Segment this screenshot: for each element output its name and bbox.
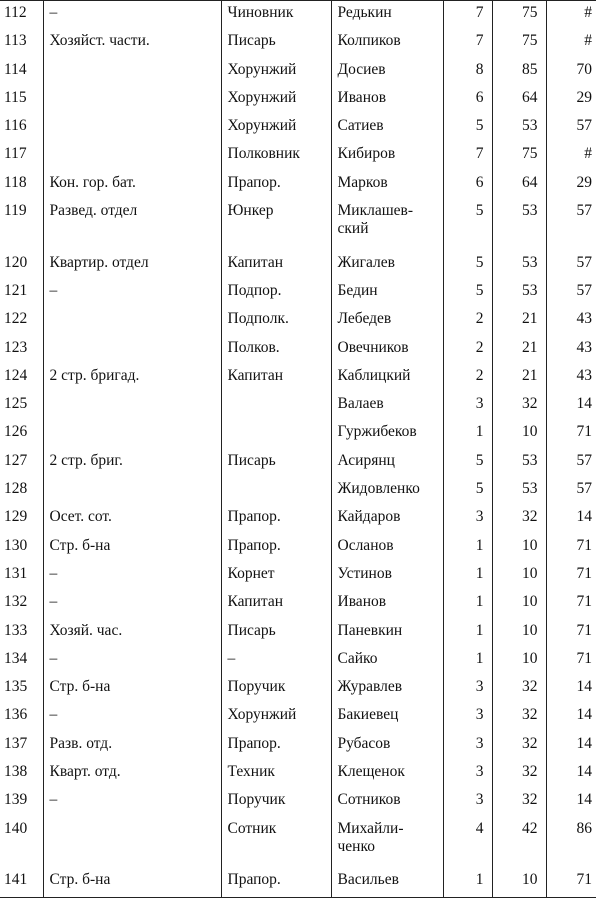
value-c-cell: # xyxy=(546,29,596,57)
surname-cell: Досиев xyxy=(331,58,443,86)
rank-cell: Прапор. xyxy=(221,534,331,562)
value-a-cell: 1 xyxy=(443,647,492,675)
value-c-cell: 29 xyxy=(546,86,596,114)
table-row xyxy=(0,86,596,114)
unit-cell: Кварт. отд. xyxy=(43,760,221,788)
table-row xyxy=(0,675,596,703)
surname-cell: Сотников xyxy=(331,788,443,816)
value-a-cell: 3 xyxy=(443,703,492,731)
row-number: 132 xyxy=(0,590,43,618)
unit-cell xyxy=(43,58,221,86)
surname-cell: Лебедев xyxy=(331,307,443,335)
row-number: 116 xyxy=(0,114,43,142)
table-row xyxy=(0,114,596,142)
value-a-cell: 1 xyxy=(443,619,492,647)
surname-cell: Каблицкий xyxy=(331,364,443,392)
value-b-cell: 10 xyxy=(492,590,546,618)
value-c-cell: 14 xyxy=(546,505,596,533)
row-number: 140 xyxy=(0,817,43,869)
unit-cell xyxy=(43,817,221,869)
value-a-cell: 7 xyxy=(443,1,492,30)
unit-cell: Стр. б-на xyxy=(43,534,221,562)
value-c-cell: 57 xyxy=(546,449,596,477)
value-c-cell: 71 xyxy=(546,590,596,618)
unit-cell: Стр. б-на xyxy=(43,675,221,703)
unit-cell: – xyxy=(43,647,221,675)
table-row xyxy=(0,307,596,335)
table-row xyxy=(0,171,596,199)
table-row xyxy=(0,788,596,816)
surname-cell: Асирянц xyxy=(331,449,443,477)
row-number: 123 xyxy=(0,336,43,364)
value-b-cell: 10 xyxy=(492,647,546,675)
unit-cell: – xyxy=(43,1,221,30)
table-row xyxy=(0,590,596,618)
unit-cell: – xyxy=(43,703,221,731)
surname-cell: Сатиев xyxy=(331,114,443,142)
rank-cell: Хорунжий xyxy=(221,114,331,142)
value-a-cell: 3 xyxy=(443,392,492,420)
unit-cell: Развед. отдел xyxy=(43,199,221,251)
value-c-cell: 14 xyxy=(546,732,596,760)
rank-cell: Подпор. xyxy=(221,279,331,307)
value-a-cell: 4 xyxy=(443,817,492,869)
value-c-cell: 43 xyxy=(546,336,596,364)
surname-cell: Михайли-ченко xyxy=(331,817,443,869)
value-b-cell: 10 xyxy=(492,562,546,590)
surname-cell: Устинов xyxy=(331,562,443,590)
rank-cell: Полков. xyxy=(221,336,331,364)
row-number: 114 xyxy=(0,58,43,86)
surname-cell: Осланов xyxy=(331,534,443,562)
rank-cell: Хорунжий xyxy=(221,58,331,86)
table-row xyxy=(0,817,596,869)
value-b-cell: 21 xyxy=(492,364,546,392)
rank-cell: Юнкер xyxy=(221,199,331,251)
table-row xyxy=(0,142,596,170)
table-row xyxy=(0,58,596,86)
value-b-cell: 64 xyxy=(492,171,546,199)
unit-cell: – xyxy=(43,788,221,816)
value-b-cell: 10 xyxy=(492,868,546,897)
row-number: 135 xyxy=(0,675,43,703)
row-number: 119 xyxy=(0,199,43,251)
value-b-cell: 10 xyxy=(492,420,546,448)
row-number: 120 xyxy=(0,251,43,279)
unit-cell xyxy=(43,86,221,114)
rank-cell: Капитан xyxy=(221,364,331,392)
rank-cell: Поручик xyxy=(221,788,331,816)
rank-cell: Писарь xyxy=(221,449,331,477)
row-number: 130 xyxy=(0,534,43,562)
value-a-cell: 7 xyxy=(443,29,492,57)
value-a-cell: 1 xyxy=(443,420,492,448)
value-c-cell: 29 xyxy=(546,171,596,199)
value-a-cell: 3 xyxy=(443,505,492,533)
surname-cell: Иванов xyxy=(331,590,443,618)
table-row xyxy=(0,732,596,760)
table-row xyxy=(0,336,596,364)
value-a-cell: 5 xyxy=(443,251,492,279)
row-number: 115 xyxy=(0,86,43,114)
row-number: 129 xyxy=(0,505,43,533)
value-a-cell: 3 xyxy=(443,732,492,760)
row-number: 138 xyxy=(0,760,43,788)
value-b-cell: 75 xyxy=(492,142,546,170)
unit-cell xyxy=(43,307,221,335)
rank-cell xyxy=(221,477,331,505)
roster-body xyxy=(0,1,596,898)
rank-cell xyxy=(221,420,331,448)
value-c-cell: 43 xyxy=(546,364,596,392)
rank-cell: Сотник xyxy=(221,817,331,869)
table-row xyxy=(0,279,596,307)
value-c-cell: 71 xyxy=(546,619,596,647)
surname-cell: Валаев xyxy=(331,392,443,420)
value-a-cell: 2 xyxy=(443,336,492,364)
value-a-cell: 5 xyxy=(443,477,492,505)
value-c-cell: 71 xyxy=(546,534,596,562)
value-b-cell: 10 xyxy=(492,619,546,647)
value-b-cell: 53 xyxy=(492,477,546,505)
value-b-cell: 32 xyxy=(492,505,546,533)
value-a-cell: 1 xyxy=(443,590,492,618)
value-a-cell: 7 xyxy=(443,142,492,170)
rank-cell: Капитан xyxy=(221,590,331,618)
surname-cell: Колпиков xyxy=(331,29,443,57)
rank-cell: Полковник xyxy=(221,142,331,170)
surname-cell: Гуржибеков xyxy=(331,420,443,448)
rank-cell: Прапор. xyxy=(221,868,331,897)
value-c-cell: # xyxy=(546,142,596,170)
value-c-cell: 57 xyxy=(546,199,596,251)
value-a-cell: 3 xyxy=(443,760,492,788)
rank-cell: Поручик xyxy=(221,675,331,703)
row-number: 125 xyxy=(0,392,43,420)
table-row xyxy=(0,619,596,647)
surname-cell: Паневкин xyxy=(331,619,443,647)
unit-cell: 2 стр. бригад. xyxy=(43,364,221,392)
rank-cell: Прапор. xyxy=(221,505,331,533)
value-b-cell: 64 xyxy=(492,86,546,114)
row-number: 136 xyxy=(0,703,43,731)
row-number: 122 xyxy=(0,307,43,335)
value-b-cell: 32 xyxy=(492,732,546,760)
value-c-cell: # xyxy=(546,1,596,30)
value-b-cell: 75 xyxy=(492,1,546,30)
value-c-cell: 86 xyxy=(546,817,596,869)
value-c-cell: 14 xyxy=(546,392,596,420)
row-number: 118 xyxy=(0,171,43,199)
unit-cell xyxy=(43,142,221,170)
unit-cell: Квартир. отдел xyxy=(43,251,221,279)
surname-cell: Марков xyxy=(331,171,443,199)
table-row xyxy=(0,868,596,897)
row-number: 128 xyxy=(0,477,43,505)
surname-cell: Васильев xyxy=(331,868,443,897)
rank-cell: Чиновник xyxy=(221,1,331,30)
value-b-cell: 53 xyxy=(492,279,546,307)
value-b-cell: 32 xyxy=(492,760,546,788)
value-a-cell: 5 xyxy=(443,199,492,251)
value-a-cell: 1 xyxy=(443,534,492,562)
unit-cell: 2 стр. бриг. xyxy=(43,449,221,477)
surname-cell: Сайко xyxy=(331,647,443,675)
unit-cell: Стр. б-на xyxy=(43,868,221,897)
unit-cell: – xyxy=(43,590,221,618)
surname-cell: Редькин xyxy=(331,1,443,30)
value-b-cell: 53 xyxy=(492,251,546,279)
rank-cell: Хорунжий xyxy=(221,703,331,731)
surname-cell: Журавлев xyxy=(331,675,443,703)
unit-cell: Кон. гор. бат. xyxy=(43,171,221,199)
value-c-cell: 57 xyxy=(546,251,596,279)
value-a-cell: 8 xyxy=(443,58,492,86)
unit-cell xyxy=(43,420,221,448)
surname-cell: Жидовленко xyxy=(331,477,443,505)
surname-cell: Жигалев xyxy=(331,251,443,279)
value-c-cell: 57 xyxy=(546,477,596,505)
value-c-cell: 71 xyxy=(546,868,596,897)
unit-cell: – xyxy=(43,279,221,307)
unit-cell: Осет. сот. xyxy=(43,505,221,533)
row-number: 113 xyxy=(0,29,43,57)
surname-cell: Клещенок xyxy=(331,760,443,788)
table-row xyxy=(0,251,596,279)
row-number: 139 xyxy=(0,788,43,816)
unit-cell xyxy=(43,392,221,420)
rank-cell: Корнет xyxy=(221,562,331,590)
value-a-cell: 5 xyxy=(443,114,492,142)
value-a-cell: 1 xyxy=(443,868,492,897)
table-row xyxy=(0,505,596,533)
table-row xyxy=(0,420,596,448)
table-row xyxy=(0,703,596,731)
value-c-cell: 57 xyxy=(546,114,596,142)
row-number: 133 xyxy=(0,619,43,647)
row-number: 134 xyxy=(0,647,43,675)
unit-cell xyxy=(43,114,221,142)
value-c-cell: 14 xyxy=(546,675,596,703)
value-b-cell: 21 xyxy=(492,336,546,364)
rank-cell: – xyxy=(221,647,331,675)
table-row xyxy=(0,760,596,788)
rank-cell: Хорунжий xyxy=(221,86,331,114)
rank-cell: Прапор. xyxy=(221,171,331,199)
table-row xyxy=(0,449,596,477)
value-b-cell: 32 xyxy=(492,675,546,703)
unit-cell xyxy=(43,336,221,364)
value-c-cell: 43 xyxy=(546,307,596,335)
table-row xyxy=(0,364,596,392)
surname-cell: Миклашев-ский xyxy=(331,199,443,251)
rank-cell: Техник xyxy=(221,760,331,788)
value-c-cell: 57 xyxy=(546,279,596,307)
unit-cell xyxy=(43,477,221,505)
value-b-cell: 85 xyxy=(492,58,546,86)
rank-cell xyxy=(221,392,331,420)
surname-cell: Кибиров xyxy=(331,142,443,170)
table-row xyxy=(0,1,596,30)
row-number: 121 xyxy=(0,279,43,307)
value-a-cell: 2 xyxy=(443,307,492,335)
value-b-cell: 21 xyxy=(492,307,546,335)
rank-cell: Подполк. xyxy=(221,307,331,335)
unit-cell: Хозяй. час. xyxy=(43,619,221,647)
value-a-cell: 6 xyxy=(443,86,492,114)
value-c-cell: 14 xyxy=(546,703,596,731)
surname-cell: Бедин xyxy=(331,279,443,307)
value-a-cell: 6 xyxy=(443,171,492,199)
table-row xyxy=(0,199,596,251)
surname-cell: Кайдаров xyxy=(331,505,443,533)
value-a-cell: 5 xyxy=(443,449,492,477)
row-number: 137 xyxy=(0,732,43,760)
unit-cell: – xyxy=(43,562,221,590)
rank-cell: Писарь xyxy=(221,619,331,647)
value-b-cell: 75 xyxy=(492,29,546,57)
value-c-cell: 70 xyxy=(546,58,596,86)
unit-cell: Хозяйст. части. xyxy=(43,29,221,57)
table-row xyxy=(0,29,596,57)
value-c-cell: 14 xyxy=(546,760,596,788)
value-c-cell: 71 xyxy=(546,562,596,590)
value-a-cell: 3 xyxy=(443,675,492,703)
row-number: 131 xyxy=(0,562,43,590)
rank-cell: Прапор. xyxy=(221,732,331,760)
value-b-cell: 42 xyxy=(492,817,546,869)
table-row xyxy=(0,647,596,675)
value-b-cell: 53 xyxy=(492,114,546,142)
table-row xyxy=(0,562,596,590)
table-row xyxy=(0,534,596,562)
row-number: 124 xyxy=(0,364,43,392)
row-number: 126 xyxy=(0,420,43,448)
value-b-cell: 53 xyxy=(492,199,546,251)
row-number: 112 xyxy=(0,1,43,30)
surname-cell: Бакиевец xyxy=(331,703,443,731)
value-a-cell: 2 xyxy=(443,364,492,392)
value-b-cell: 10 xyxy=(492,534,546,562)
table-row xyxy=(0,392,596,420)
row-number: 141 xyxy=(0,868,43,897)
rank-cell: Писарь xyxy=(221,29,331,57)
value-b-cell: 32 xyxy=(492,703,546,731)
value-a-cell: 3 xyxy=(443,788,492,816)
unit-cell: Разв. отд. xyxy=(43,732,221,760)
value-a-cell: 5 xyxy=(443,279,492,307)
row-number: 127 xyxy=(0,449,43,477)
value-c-cell: 71 xyxy=(546,647,596,675)
value-b-cell: 53 xyxy=(492,449,546,477)
surname-cell: Иванов xyxy=(331,86,443,114)
rank-cell: Капитан xyxy=(221,251,331,279)
value-a-cell: 1 xyxy=(443,562,492,590)
value-c-cell: 14 xyxy=(546,788,596,816)
row-number: 117 xyxy=(0,142,43,170)
surname-cell: Овечников xyxy=(331,336,443,364)
table-row xyxy=(0,477,596,505)
value-b-cell: 32 xyxy=(492,788,546,816)
surname-cell: Рубасов xyxy=(331,732,443,760)
value-c-cell: 71 xyxy=(546,420,596,448)
value-b-cell: 32 xyxy=(492,392,546,420)
